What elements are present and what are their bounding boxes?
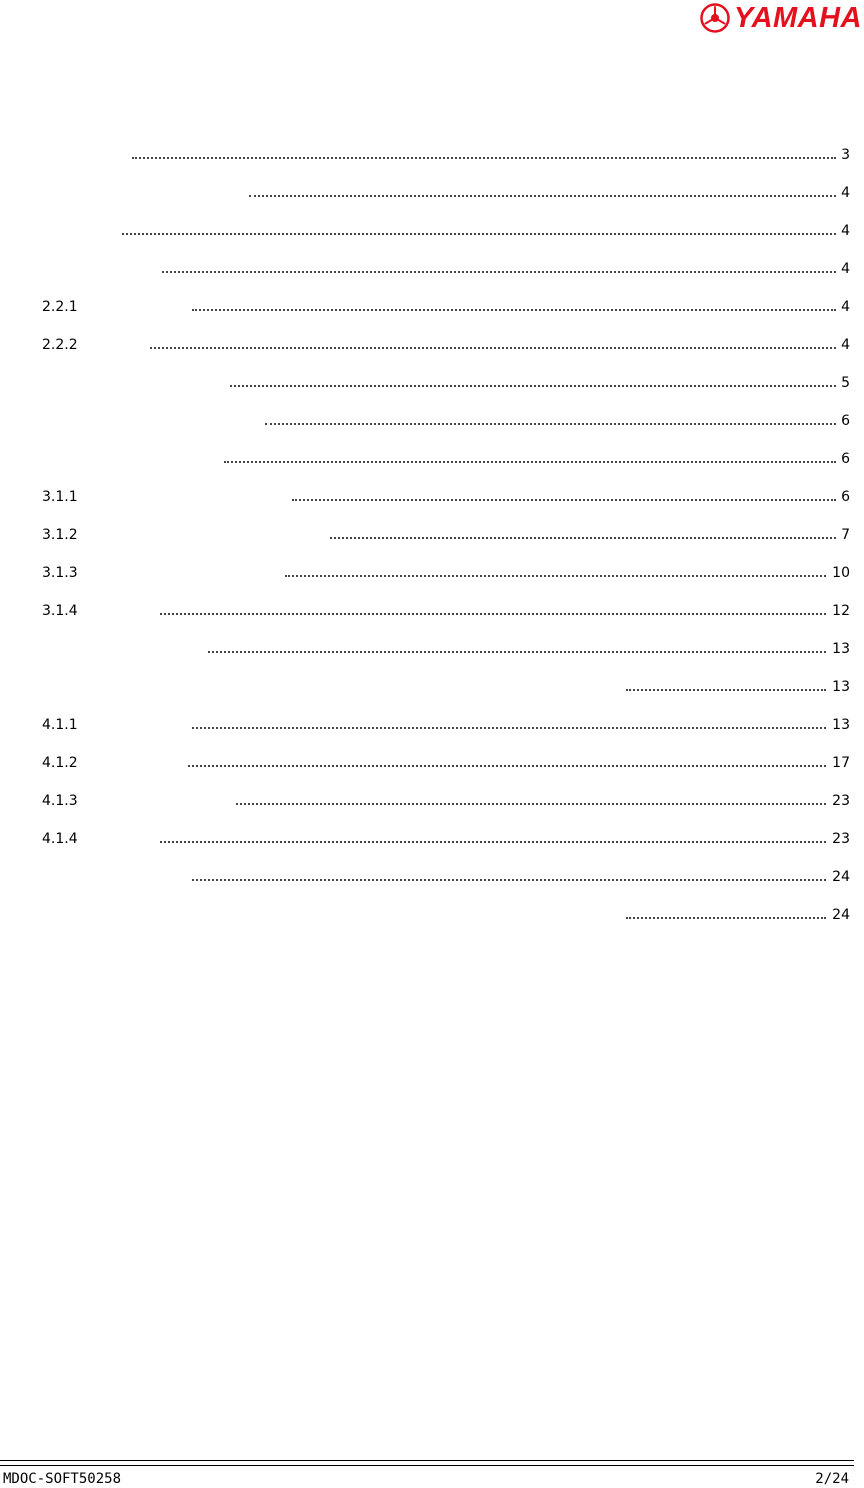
toc-entry-page: 4 bbox=[841, 223, 850, 239]
toc-entry-page: 4 bbox=[841, 299, 850, 315]
toc-entry-number: 4.1.2 bbox=[42, 755, 78, 771]
toc-entry-number: 3.1.3 bbox=[42, 565, 78, 581]
toc-entry-page: 23 bbox=[832, 831, 850, 847]
document-id: MDOC-SOFT50258 bbox=[3, 1471, 122, 1487]
toc-entry[interactable] bbox=[42, 677, 850, 697]
toc-entry[interactable] bbox=[42, 601, 850, 621]
toc-leader-dots bbox=[208, 651, 826, 653]
toc-leader-dots bbox=[188, 765, 826, 767]
brand-logo bbox=[700, 2, 862, 34]
toc-entry-number: 3.1.2 bbox=[42, 527, 78, 543]
page-indicator: 2/24 bbox=[815, 1471, 849, 1487]
toc-leader-dots bbox=[265, 423, 836, 425]
toc-entry-number: 4.1.4 bbox=[42, 831, 78, 847]
toc-leader-dots bbox=[150, 347, 836, 349]
toc-entry-page: 13 bbox=[832, 717, 850, 733]
toc-entry[interactable] bbox=[42, 449, 850, 469]
toc-entry[interactable] bbox=[42, 335, 850, 355]
toc-entry-page: 10 bbox=[832, 565, 850, 581]
toc-entry-page: 4 bbox=[841, 185, 850, 201]
toc-leader-dots bbox=[132, 157, 836, 159]
toc-entry[interactable] bbox=[42, 791, 850, 811]
toc-entry-number: 2.2.2 bbox=[42, 337, 78, 353]
footer-divider bbox=[0, 1465, 854, 1466]
toc-entry[interactable] bbox=[42, 183, 850, 203]
toc-entry[interactable] bbox=[42, 259, 850, 279]
toc-leader-dots bbox=[626, 689, 826, 691]
toc-entry[interactable] bbox=[42, 829, 850, 849]
toc-entry[interactable] bbox=[42, 221, 850, 241]
toc-entry[interactable] bbox=[42, 487, 850, 507]
toc-entry-page: 4 bbox=[841, 337, 850, 353]
toc-entry-page: 7 bbox=[841, 527, 850, 543]
toc-entry-page: 5 bbox=[841, 375, 850, 391]
toc-leader-dots bbox=[292, 499, 836, 501]
toc-entry-page: 13 bbox=[832, 679, 850, 695]
toc-entry-page: 3 bbox=[841, 147, 850, 163]
toc-entry[interactable] bbox=[42, 563, 850, 583]
toc-leader-dots bbox=[330, 537, 836, 539]
toc-leader-dots bbox=[122, 233, 836, 235]
toc-leader-dots bbox=[162, 271, 836, 273]
toc-entry-page: 6 bbox=[841, 489, 850, 505]
toc-leader-dots bbox=[230, 385, 836, 387]
toc-entry[interactable] bbox=[42, 297, 850, 317]
toc-entry[interactable] bbox=[42, 373, 850, 393]
toc-leader-dots bbox=[192, 309, 836, 311]
toc-entry[interactable] bbox=[42, 867, 850, 887]
toc-entry[interactable] bbox=[42, 411, 850, 431]
toc-leader-dots bbox=[192, 879, 826, 881]
toc-entry-page: 6 bbox=[841, 413, 850, 429]
tuning-fork-emblem-icon bbox=[700, 3, 730, 33]
toc-entry-page: 17 bbox=[832, 755, 850, 771]
toc-entry-page: 24 bbox=[832, 869, 850, 885]
toc-entry-number: 4.1.3 bbox=[42, 793, 78, 809]
toc-leader-dots bbox=[285, 575, 826, 577]
toc-entry-number: 3.1.4 bbox=[42, 603, 78, 619]
toc-entry[interactable] bbox=[42, 639, 850, 659]
toc-entry[interactable] bbox=[42, 145, 850, 165]
footer-divider bbox=[0, 1460, 854, 1461]
toc-entry-page: 24 bbox=[832, 907, 850, 923]
toc-entry-page: 13 bbox=[832, 641, 850, 657]
toc-leader-dots bbox=[626, 917, 826, 919]
toc-entry-number: 2.2.1 bbox=[42, 299, 78, 315]
toc-entry-page: 6 bbox=[841, 451, 850, 467]
toc-leader-dots bbox=[224, 461, 836, 463]
toc-entry[interactable] bbox=[42, 525, 850, 545]
toc-entry-page: 4 bbox=[841, 261, 850, 277]
toc-entry-page: 23 bbox=[832, 793, 850, 809]
toc-entry[interactable] bbox=[42, 753, 850, 773]
toc-entry[interactable] bbox=[42, 715, 850, 735]
toc-leader-dots bbox=[160, 613, 826, 615]
toc-entry-number: 4.1.1 bbox=[42, 717, 78, 733]
toc-entry-page: 12 bbox=[832, 603, 850, 619]
toc-leader-dots bbox=[160, 841, 826, 843]
brand-logo-text: YAMAHA bbox=[733, 2, 862, 34]
toc-leader-dots bbox=[249, 195, 836, 197]
toc-entry-number: 3.1.1 bbox=[42, 489, 78, 505]
toc-leader-dots bbox=[192, 727, 826, 729]
toc-leader-dots bbox=[236, 803, 826, 805]
toc-entry[interactable] bbox=[42, 905, 850, 925]
